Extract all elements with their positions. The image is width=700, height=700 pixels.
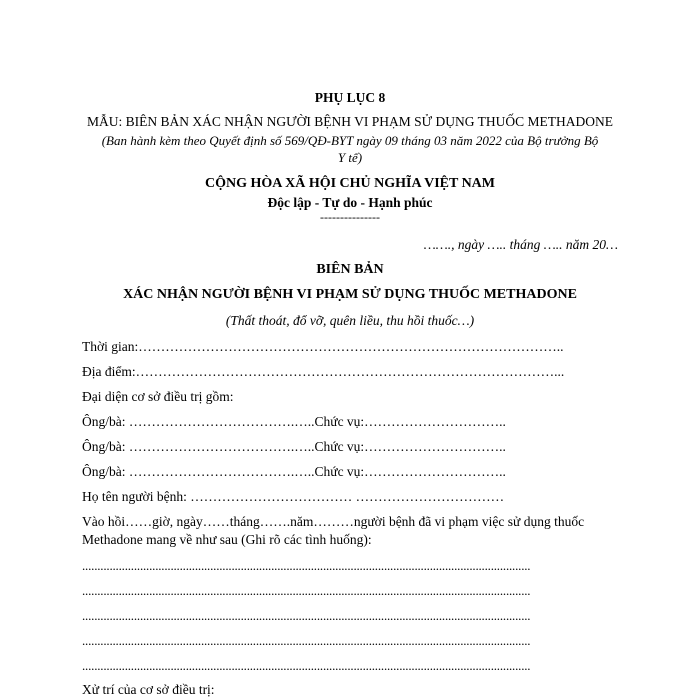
form-title: MẪU: BIÊN BẢN XÁC NHẬN NGƯỜI BỆNH VI PHẠM SỬ DỤNG THUỐC METHADONE <box>87 114 613 129</box>
dotted-line: ................................................................................................................................................... <box>82 583 531 598</box>
motto: Độc lập - Tự do - Hạnh phúc <box>267 195 433 210</box>
field-place: Địa điểm:…………………………………………………………………………………... <box>82 364 565 379</box>
dotted-line: ................................................................................................................................................... <box>82 608 531 623</box>
doc-title: BIÊN BẢN <box>316 262 384 277</box>
appendix-heading: PHỤ LỤC 8 <box>314 90 386 105</box>
field-violation-line-2: Methadone mang về như sau (Ghi rõ các tình huống): <box>82 532 372 547</box>
doc-note: (Thất thoát, đổ vỡ, quên liều, thu hồi thuốc…) <box>225 313 475 328</box>
field-rep-1: Ông/bà: ……………………………….…..Chức vụ:………………………….. <box>82 414 506 429</box>
issued-note-line-2: Y tế) <box>337 150 363 165</box>
issued-note-line-1: (Ban hành kèm theo Quyết định số 569/QĐ-BYT ngày 09 tháng 03 năm 2022 của Bộ trưởng Bộ <box>101 133 599 148</box>
dotted-line: ................................................................................................................................................... <box>82 658 531 673</box>
field-reps-label: Đại diện cơ sở điều trị gồm: <box>82 389 234 404</box>
field-rep-3: Ông/bà: ……………………………….…..Chức vụ:………………………….. <box>82 464 506 479</box>
dotted-line: ................................................................................................................................................... <box>82 633 531 648</box>
date-line: ……., ngày ….. tháng ….. năm 20… <box>423 237 618 252</box>
motto-rule: --------------- <box>320 210 380 224</box>
field-time: Thời gian:………………………………………………………………………………….. <box>82 339 564 354</box>
nation-heading: CỘNG HÒA XÃ HỘI CHỦ NGHĨA VIỆT NAM <box>204 176 495 191</box>
field-patient-name: Họ tên người bệnh: ……………………………… …………………………… <box>82 489 505 504</box>
field-rep-2: Ông/bà: ……………………………….…..Chức vụ:………………………….. <box>82 439 506 454</box>
dotted-line: ................................................................................................................................................... <box>82 558 531 573</box>
doc-subtitle: XÁC NHẬN NGƯỜI BỆNH VI PHẠM SỬ DỤNG THUỐC METHADONE <box>123 287 577 302</box>
field-violation-line-1: Vào hồi……giờ, ngày……tháng…….năm………người bệnh đã vi phạm việc sử dụng thuốc <box>82 514 585 529</box>
field-handling: Xử trí của cơ sở điều trị: <box>82 682 215 697</box>
